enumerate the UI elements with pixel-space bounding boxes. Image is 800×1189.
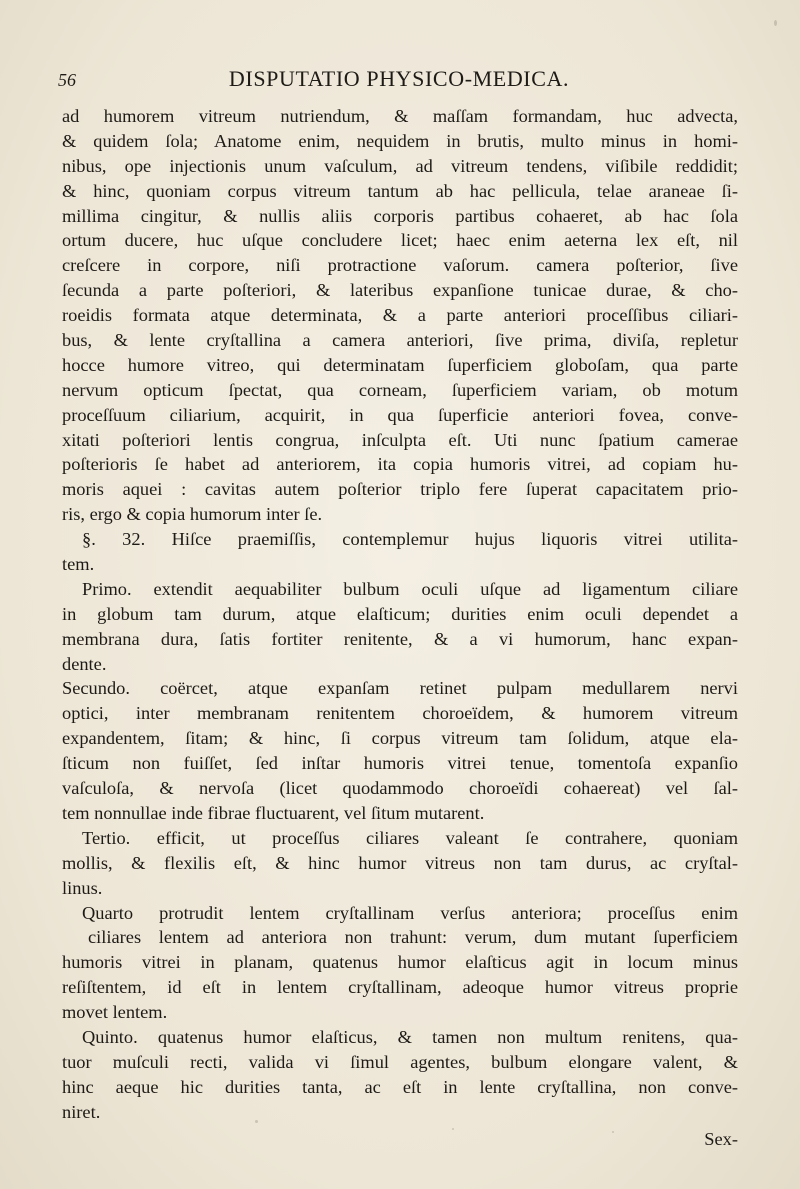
text-line: reſiſtentem, id eſt in lentem cryſtallinam, adeoque humor vitreus proprie (62, 977, 738, 998)
page-header (58, 60, 740, 90)
text-line: niret. (62, 1101, 101, 1122)
text-line: poſterioris ſe habet ad anteriorem, ita copia humoris vitrei, ad copiam hu- (62, 454, 738, 475)
paper-speck (774, 20, 777, 26)
text-line: creſcere in corpore, niſi protractione vaſorum. camera poſterior, ſive (62, 255, 738, 276)
text-line: Secundo. coërcet, atque expanſam retinet pulpam medullarem nervi (62, 678, 738, 699)
text-line: Quarto protrudit lentem cryſtallinam verſus anteriora; proceſſus enim (82, 902, 738, 923)
text-line: expandentem, ſitam; & hinc, ſi corpus vitreum tam ſolidum, atque ela- (62, 728, 738, 749)
text-line: Primo. extendit aequabiliter bulbum oculi uſque ad ligamentum ciliare (82, 578, 738, 599)
text-line: mollis, & flexilis eſt, & hinc humor vitreus non tam durus, ac cryſtal- (62, 852, 738, 873)
page-number: 56 (58, 70, 76, 90)
paper-speck (612, 1131, 614, 1133)
text-line: ſticum non fuiſſet, ſed inſtar humoris vitrei tenue, tomentoſa expanſio (62, 753, 738, 774)
text-line: hinc aeque hic durities tanta, ac eſt in lente cryſtallina, non conve- (62, 1076, 738, 1097)
text-line: proceſſuum ciliarium, acquirit, in qua ſuperficie anteriori fovea, conve- (62, 404, 738, 425)
text-line: movet lentem. (62, 1002, 168, 1023)
paper-speck (255, 1120, 258, 1123)
paper-speck (452, 1128, 454, 1130)
text-line: vaſculoſa, & nervoſa (licet quodammodo choroeïdi cohaereat) vel ſal- (62, 778, 738, 799)
text-line: moris aquei : cavitas autem poſterior triplo fere ſuperat capacitatem prio- (62, 479, 738, 500)
text-line: ortum ducere, huc uſque concludere licet; haec enim aeterna lex eſt, nil (62, 230, 738, 251)
text-line: xitati poſteriori lentis congrua, inſculpta eſt. Uti nunc ſpatium camerae (62, 429, 738, 450)
text-line: hocce humore vitreo, qui determinatam ſuperficiem globoſam, qua parte (62, 354, 738, 375)
text-line: Quinto. quatenus humor elaſticus, & tamen non multum renitens, qua- (82, 1026, 738, 1047)
section-heading-line: §. 32. Hiſce praemiſſis, contemplemur hujus liquoris vitrei utilita- (82, 529, 738, 550)
text-line: tem nonnullae inde fibrae fluctuarent, vel ſitum mutarent. (62, 802, 485, 823)
text-line: nibus, ope injectionis unum vaſculum, ad vitreum tendens, viſibile reddidit; (62, 155, 738, 176)
text-line: ad humorem vitreum nutriendum, & maſſam formandam, huc advecta, (62, 106, 738, 126)
text-line: nervum opticum ſpectat, qua corneam, ſuperficiem variam, ob motum (62, 379, 738, 400)
text-line: linus. (62, 877, 103, 898)
text-line: dente. (62, 653, 107, 674)
catchword: Sex- (704, 1129, 738, 1149)
text-line: tem. (62, 554, 95, 575)
text-line: & quidem ſola; Anatome enim, nequidem in brutis, multo minus in homi- (62, 130, 738, 151)
running-title: DISPUTATIO PHYSICO-MEDICA. (228, 66, 570, 91)
text-line: & hinc, quoniam corpus vitreum tantum ab hac pellicula, telae araneae ſi- (62, 180, 738, 201)
text-line: bus, & lente cryſtallina a camera anteriori, ſive prima, diviſa, repletur (62, 330, 738, 351)
text-line: humoris vitrei in planam, quatenus humor elaſticus agit in locum minus (62, 952, 738, 973)
text-line: optici, inter membranam renitentem choroeïdem, & humorem vitreum (62, 703, 738, 724)
text-line: tuor muſculi recti, valida vi ſimul agentes, bulbum elongare valent, & (62, 1051, 738, 1072)
text-line: ris, ergo & copia humorum inter ſe. (62, 504, 323, 525)
text-line: roeidis formata atque determinata, & a parte anteriori proceſſibus ciliari- (62, 305, 738, 326)
text-line: millima cingitur, & nullis aliis corporis partibus cohaeret, ab hac ſola (62, 205, 738, 226)
text-line: ſecunda a parte poſteriori, & lateribus expanſione tunicae durae, & cho- (62, 280, 738, 301)
text-line: membrana dura, ſatis fortiter renitente, & a vi humorum, hanc expan- (62, 628, 738, 649)
body-text (62, 104, 738, 1125)
text-line: Tertio. efficit, ut proceſſus ciliares valeant ſe contrahere, quoniam (82, 827, 738, 848)
text-line: ciliares lentem ad anteriora non trahunt: verum, dum mutant ſuperficiem (88, 927, 738, 948)
text-line: in globum tam durum, atque elaſticum; durities enim oculi dependet a (62, 603, 738, 624)
